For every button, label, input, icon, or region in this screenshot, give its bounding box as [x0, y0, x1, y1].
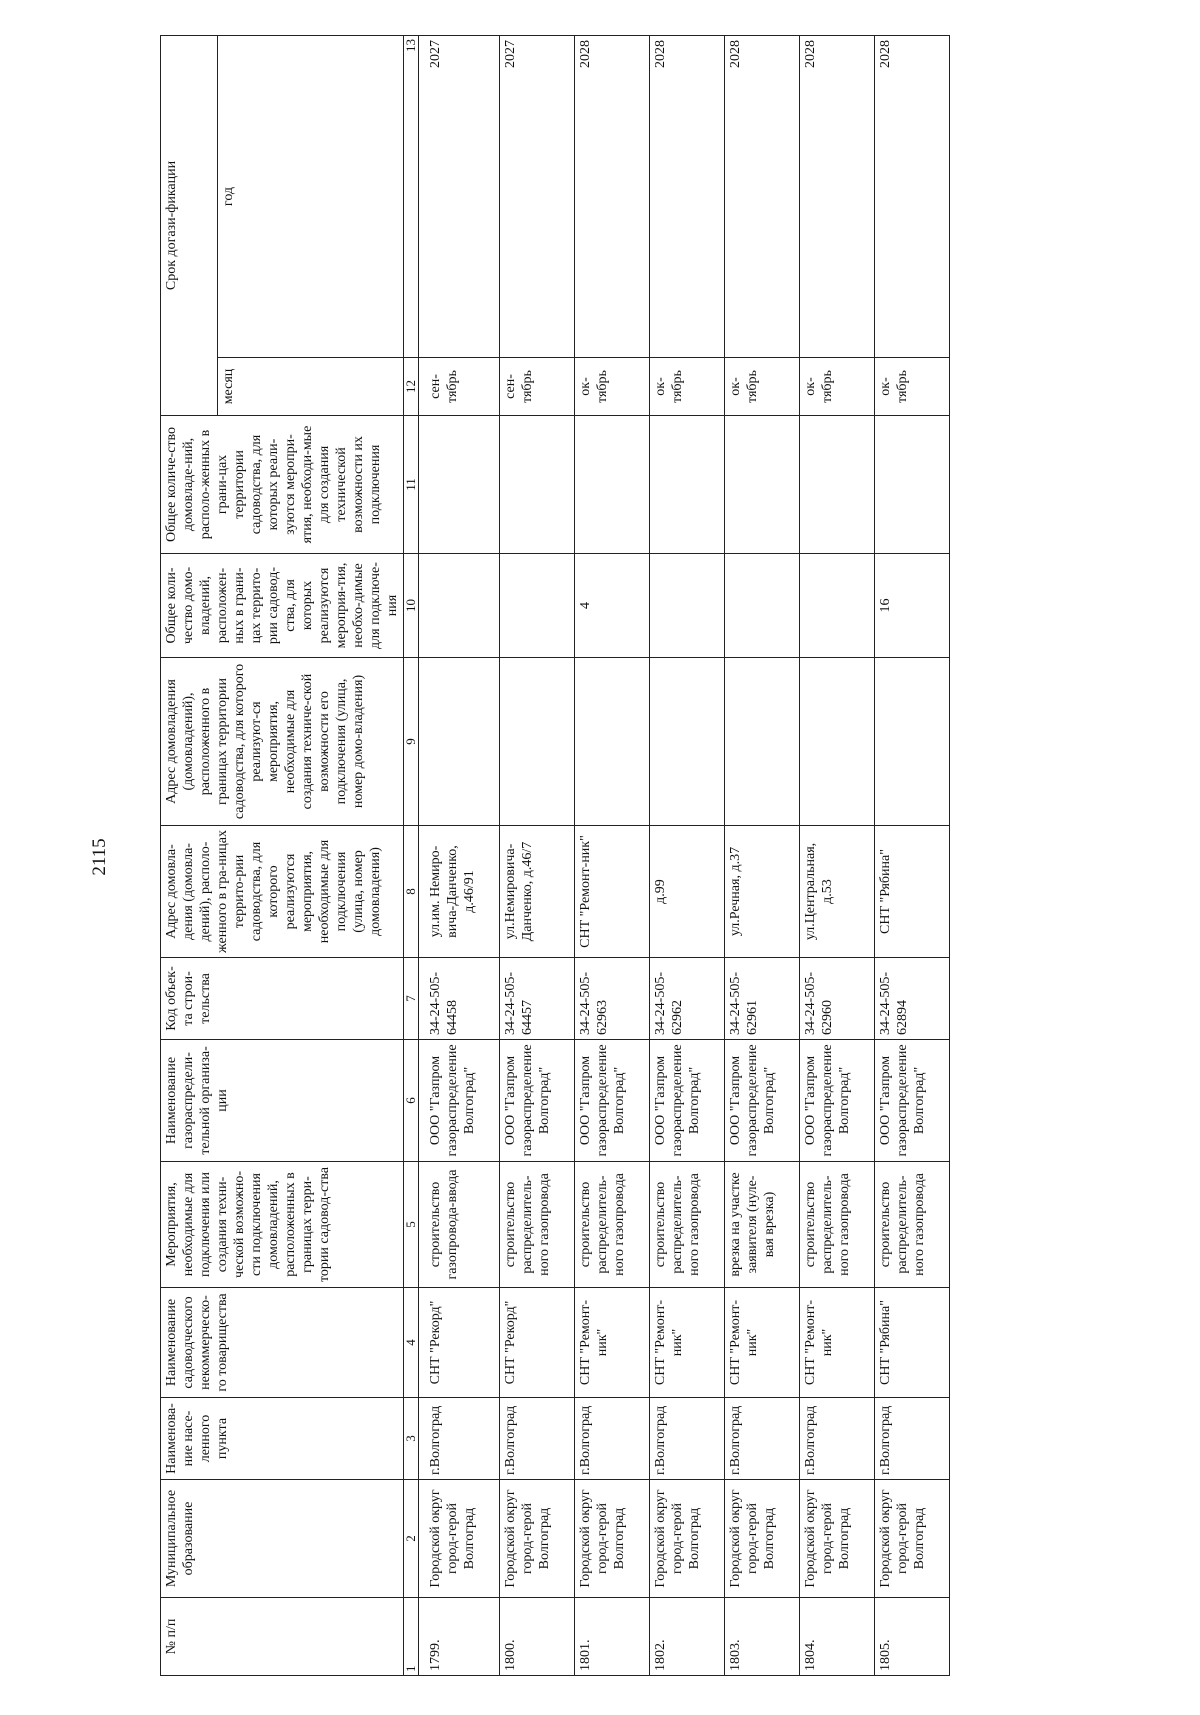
cell-locality: г.Волгоград — [500, 1398, 575, 1480]
cell-month: сен-тябрь — [500, 358, 575, 416]
header-locality: Наименова-ние насе-ленного пункта — [161, 1398, 404, 1480]
colnum-7: 7 — [404, 958, 419, 1040]
colnum-5: 5 — [404, 1162, 419, 1288]
cell-num: 1803. — [725, 1598, 800, 1676]
cell-address-tech: СНТ "Рябина" — [875, 826, 950, 958]
cell-municipality: Городской округ город-герой Волгоград — [650, 1480, 725, 1598]
cell-address-create — [500, 658, 575, 826]
colnum-9: 9 — [404, 658, 419, 826]
cell-municipality: Городской округ город-герой Волгоград — [875, 1480, 950, 1598]
cell-locality: г.Волгоград — [575, 1398, 650, 1480]
header-count-tech: Общее коли-чество домо-владений, расположен-ных в грани-цах террито-рии садовод-ства, для которых реализуются мероприя-тия, необхо-димые для подключе-ния — [161, 554, 404, 658]
table-row — [575, 36, 650, 1676]
cell-address-create — [575, 658, 650, 826]
cell-year: 2027 — [500, 36, 575, 358]
cell-locality: г.Волгоград — [650, 1398, 725, 1480]
colnum-2: 2 — [404, 1480, 419, 1598]
colnum-11: 11 — [404, 416, 419, 554]
column-numbers-row — [404, 36, 419, 1676]
header-year: год — [218, 36, 404, 358]
cell-month: ок-тябрь — [650, 358, 725, 416]
cell-measures: строительство газопровода-ввода — [419, 1162, 500, 1288]
cell-year: 2027 — [419, 36, 500, 358]
table-row — [875, 36, 950, 1676]
colnum-10: 10 — [404, 554, 419, 658]
cell-partnership: СНТ "Ремонт-ник" — [800, 1288, 875, 1398]
colnum-8: 8 — [404, 826, 419, 958]
cell-count-tech — [800, 554, 875, 658]
cell-month: ок-тябрь — [875, 358, 950, 416]
header-deadline: Срок догази-фикации — [161, 36, 218, 416]
cell-address-tech: ул.Речная, д.37 — [725, 826, 800, 958]
cell-gas-org: ООО "Газпром газораспределение Волгоград" — [875, 1040, 950, 1162]
header-object-code: Код объек-та строи-тельства — [161, 958, 404, 1040]
cell-count-tech: 16 — [875, 554, 950, 658]
cell-num: 1799. — [419, 1598, 500, 1676]
cell-address-tech: д.99 — [650, 826, 725, 958]
cell-partnership: СНТ "Рябина" — [875, 1288, 950, 1398]
cell-count-create — [575, 416, 650, 554]
page-number-text: 2115 — [89, 838, 110, 876]
cell-measures: строительство распределитель-ного газопровода — [575, 1162, 650, 1288]
table-row — [725, 36, 800, 1676]
cell-address-create — [800, 658, 875, 826]
cell-year: 2028 — [875, 36, 950, 358]
cell-object-code: 34-24-505-62962 — [650, 958, 725, 1040]
header-partnership: Наименование садоводческого некоммерческо-го товарищества — [161, 1288, 404, 1398]
header-num: № п/п — [161, 1598, 404, 1676]
cell-locality: г.Волгоград — [725, 1398, 800, 1480]
colnum-12: 12 — [404, 358, 419, 416]
header-address-tech: Адрес домовла-дения (домовла-дений), располо-женного в гра-ницах террито-рии садоводства, для которого реализуются мероприятия, необходимые для подключения (улица, номер домовладения) — [161, 826, 404, 958]
cell-address-tech: ул.Центральная, д.53 — [800, 826, 875, 958]
cell-address-create — [875, 658, 950, 826]
cell-object-code: 34-24-505-64458 — [419, 958, 500, 1040]
cell-count-create — [500, 416, 575, 554]
cell-gas-org: ООО "Газпром газораспределение Волгоград" — [800, 1040, 875, 1162]
header-address-create: Адрес домовладения (домовладений), расположенного в границах территории садоводства, для которого реализуют-ся мероприятия, необходимые для создания техниче-ской возможности его подключения (улица, номер домо-владения) — [161, 658, 404, 826]
cell-count-tech: 4 — [575, 554, 650, 658]
gasification-table — [160, 35, 950, 1676]
header-measures: Мероприятия, необходимые для подключения или создания техни-ческой возможно-сти подключения домовладений, расположенных в границах терри-тории садовод-ства — [161, 1162, 404, 1288]
cell-object-code: 34-24-505-62961 — [725, 958, 800, 1040]
cell-municipality: Городской округ город-герой Волгоград — [419, 1480, 500, 1598]
cell-month: ок-тябрь — [800, 358, 875, 416]
colnum-13: 13 — [404, 36, 419, 358]
cell-month: сен-тябрь — [419, 358, 500, 416]
cell-locality: г.Волгоград — [875, 1398, 950, 1480]
cell-num: 1800. — [500, 1598, 575, 1676]
cell-partnership: СНТ "Ремонт-ник" — [725, 1288, 800, 1398]
colnum-3: 3 — [404, 1398, 419, 1480]
cell-partnership: СНТ "Рекорд" — [500, 1288, 575, 1398]
cell-gas-org: ООО "Газпром газораспределение Волгоград" — [575, 1040, 650, 1162]
table-row — [650, 36, 725, 1676]
header-municipality: Муниципальное образование — [161, 1480, 404, 1598]
cell-partnership: СНТ "Рекорд" — [419, 1288, 500, 1398]
cell-gas-org: ООО "Газпром газораспределение Волгоград" — [725, 1040, 800, 1162]
cell-count-tech — [419, 554, 500, 658]
cell-municipality: Городской округ город-герой Волгоград — [800, 1480, 875, 1598]
cell-year: 2028 — [575, 36, 650, 358]
cell-count-tech — [650, 554, 725, 658]
cell-object-code: 34-24-505-62963 — [575, 958, 650, 1040]
cell-municipality: Городской округ город-герой Волгоград — [575, 1480, 650, 1598]
cell-measures: строительство распределитель-ного газопровода — [650, 1162, 725, 1288]
cell-num: 1804. — [800, 1598, 875, 1676]
cell-object-code: 34-24-505-62894 — [875, 958, 950, 1040]
cell-count-tech — [500, 554, 575, 658]
header-count-create: Общее количе-ство домовладе-ний, располо-женных в грани-цах территории садоводства, для которых реали-зуются меропри-ятия, необходи-мые для создания технической возможности их подключения — [161, 416, 404, 554]
cell-object-code: 34-24-505-64457 — [500, 958, 575, 1040]
cell-address-create — [650, 658, 725, 826]
cell-month: ок-тябрь — [725, 358, 800, 416]
header-gas-org: Наименование газораспредели-тельной организа-ции — [161, 1040, 404, 1162]
cell-gas-org: ООО "Газпром газораспределение Волгоград" — [419, 1040, 500, 1162]
cell-address-tech: ул.им. Немиро-вича-Данченко, д.46/91 — [419, 826, 500, 958]
cell-year: 2028 — [725, 36, 800, 358]
cell-address-tech: СНТ "Ремонт-ник" — [575, 826, 650, 958]
cell-municipality: Городской округ город-герой Волгоград — [725, 1480, 800, 1598]
cell-measures: строительство распределитель-ного газопровода — [800, 1162, 875, 1288]
cell-measures: строительство распределитель-ного газопровода — [875, 1162, 950, 1288]
colnum-4: 4 — [404, 1288, 419, 1398]
colnum-1: 1 — [404, 1598, 419, 1676]
cell-count-create — [419, 416, 500, 554]
cell-count-tech — [725, 554, 800, 658]
cell-locality: г.Волгоград — [800, 1398, 875, 1480]
header-month: месяц — [218, 358, 404, 416]
cell-count-create — [875, 416, 950, 554]
cell-object-code: 34-24-505-62960 — [800, 958, 875, 1040]
cell-municipality: Городской округ город-герой Волгоград — [500, 1480, 575, 1598]
cell-gas-org: ООО "Газпром газораспределение Волгоград" — [650, 1040, 725, 1162]
cell-num: 1805. — [875, 1598, 950, 1676]
cell-count-create — [725, 416, 800, 554]
cell-gas-org: ООО "Газпром газораспределение Волгоград" — [500, 1040, 575, 1162]
cell-year: 2028 — [800, 36, 875, 358]
cell-count-create — [650, 416, 725, 554]
cell-address-create — [419, 658, 500, 826]
table-row — [500, 36, 575, 1676]
table-row — [419, 36, 500, 1676]
table-row — [800, 36, 875, 1676]
cell-measures: врезка на участке заявителя (нуле-вая врезка) — [725, 1162, 800, 1288]
colnum-6: 6 — [404, 1040, 419, 1162]
cell-month: ок-тябрь — [575, 358, 650, 416]
cell-partnership: СНТ "Ремонт-ник" — [650, 1288, 725, 1398]
cell-locality: г.Волгоград — [419, 1398, 500, 1480]
cell-address-tech: ул.Немировича-Данченко, д.46/7 — [500, 826, 575, 958]
header-row — [161, 36, 218, 1676]
document-sheet — [160, 36, 1075, 1676]
cell-partnership: СНТ "Ремонт-ник" — [575, 1288, 650, 1398]
cell-year: 2028 — [650, 36, 725, 358]
cell-count-create — [800, 416, 875, 554]
cell-num: 1802. — [650, 1598, 725, 1676]
cell-measures: строительство распределитель-ного газопровода — [500, 1162, 575, 1288]
cell-num: 1801. — [575, 1598, 650, 1676]
cell-address-create — [725, 658, 800, 826]
